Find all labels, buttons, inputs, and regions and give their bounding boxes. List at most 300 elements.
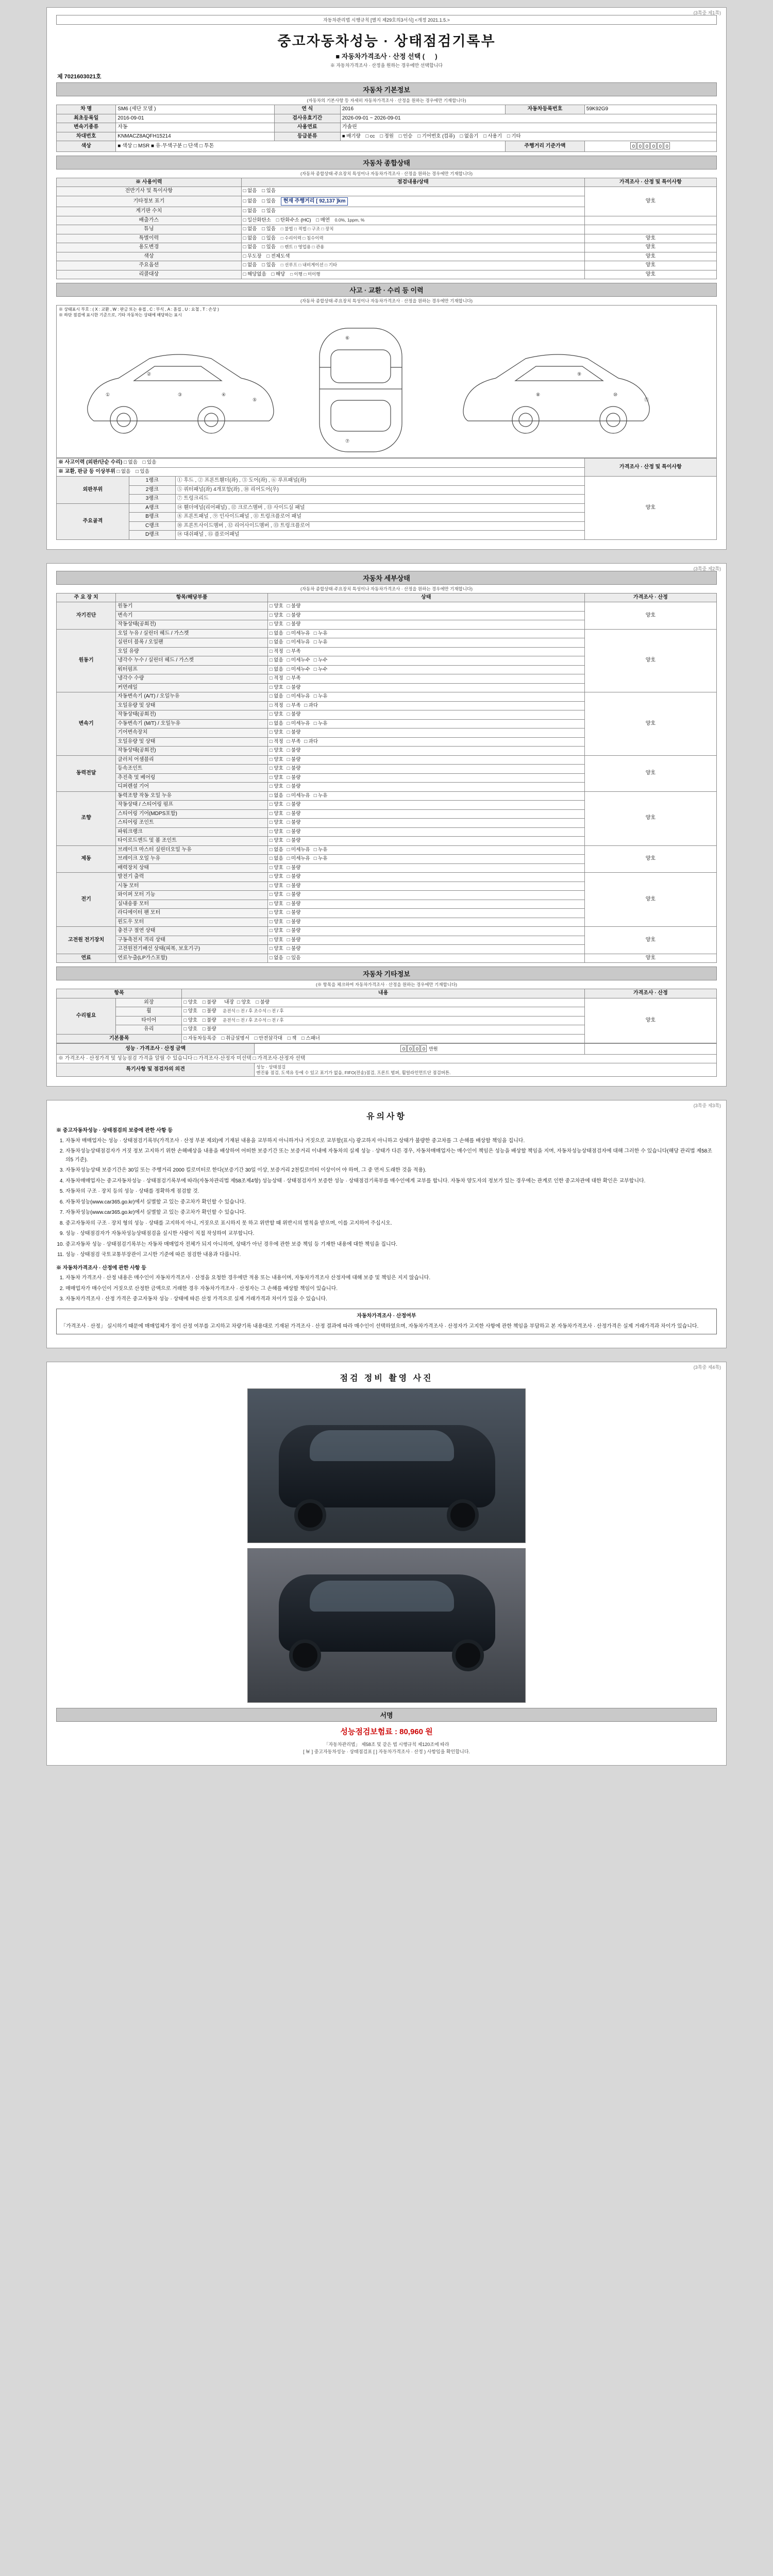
detail-item-options[interactable]: [267, 927, 584, 936]
svg-text:⑩: ⑩: [613, 392, 618, 397]
checkbox-option[interactable]: □ 불량: [287, 883, 301, 889]
table-row: [57, 954, 717, 963]
total-label: 성능 · 가격조사 · 산정 금액: [57, 1044, 255, 1055]
detail-item-options[interactable]: [267, 855, 584, 864]
row-right: 양호: [584, 234, 716, 243]
detail-item-options[interactable]: [267, 602, 584, 612]
row-value: SM6 (세단 모델 ): [116, 105, 274, 114]
detail-item-options[interactable]: [267, 674, 584, 684]
checkbox-option[interactable]: □ 누유: [313, 856, 328, 861]
table-row: [57, 187, 717, 196]
checkbox-option[interactable]: □ 없음: [269, 693, 283, 699]
row-options[interactable]: [182, 1025, 584, 1035]
rank-parts: ⑤ 쿼터패널(좌) 4개포함(좌) , ⑩ 리어도어(우): [175, 485, 584, 495]
checkbox-option[interactable]: □ 양호: [269, 603, 283, 609]
row-right: 양호: [584, 270, 716, 279]
detail-item-options[interactable]: [267, 719, 584, 728]
etc-note: (※ 항목을 체크하여 자동차가격조사 · 산정을 원하는 경우에만 기재합니다): [315, 982, 457, 987]
checkbox-option[interactable]: □ 안전삼각대: [254, 1035, 282, 1041]
checkbox-option[interactable]: □ 있음: [262, 226, 276, 232]
row-right: 양호: [584, 261, 716, 270]
row-options[interactable]: [182, 998, 584, 1007]
detail-item-label: 브레이크 오일 누유: [116, 855, 268, 864]
checkbox-option[interactable]: □ 없음: [243, 188, 257, 194]
checkbox-option[interactable]: □ 불량: [287, 612, 301, 618]
overall-table: [56, 178, 717, 280]
checkbox-option[interactable]: □ 불량: [202, 1008, 216, 1014]
checkbox-option[interactable]: □ 양호: [269, 946, 283, 952]
detail-item-options[interactable]: [267, 954, 584, 963]
grade-option[interactable]: □ 정원: [380, 133, 394, 139]
checkbox-option[interactable]: □ 양호: [269, 802, 283, 807]
checkbox-option[interactable]: □ 있음: [262, 188, 276, 194]
checkbox-option[interactable]: □ 양호: [269, 865, 283, 871]
detail-item-options[interactable]: [267, 701, 584, 710]
checkbox-option[interactable]: □ 해당: [271, 271, 285, 277]
checkbox-option[interactable]: □ 없음: [243, 208, 257, 214]
checkbox-option[interactable]: □ 불량: [287, 892, 301, 897]
row-label: 튜닝: [57, 225, 242, 234]
row-detail: 운전석 □ 전 / 후 조수석 □ 전 / 후: [223, 1017, 284, 1023]
detail-group-label: 제동: [57, 845, 116, 873]
checkbox-option[interactable]: □ 적정: [269, 675, 283, 681]
checkbox-option[interactable]: □ 적정: [269, 702, 283, 708]
checkbox-option[interactable]: □ 양호: [269, 838, 283, 843]
detail-item-options[interactable]: [267, 611, 584, 620]
detail-item-options[interactable]: [267, 629, 584, 638]
checkbox-option[interactable]: □ 미세누수: [287, 666, 310, 672]
row-options[interactable]: [241, 225, 584, 234]
checkbox-option[interactable]: □ 양호: [269, 820, 283, 825]
row-options[interactable]: [241, 243, 584, 252]
checkbox-option[interactable]: □ 적정: [269, 738, 283, 744]
inspection-photo-front[interactable]: [247, 1388, 526, 1543]
detail-item-label: 스티어링 기어(MDPS포함): [116, 809, 268, 819]
detail-item-label: 실내송풍 모터: [116, 900, 268, 909]
detail-item-label: 작동상태(공회전): [116, 747, 268, 756]
detail-item-options[interactable]: [267, 918, 584, 927]
checkbox-option[interactable]: □ 양호: [269, 766, 283, 771]
color-detail[interactable]: ■ 색상 □ MSR ■ 유·무색구분 □ 단색 □ 투톤: [116, 141, 506, 152]
checkbox-option[interactable]: □ 부족: [287, 648, 301, 654]
detail-item-options[interactable]: [267, 863, 584, 873]
notice-section-2: [56, 1264, 717, 1304]
checkbox-option[interactable]: □ 없음: [269, 630, 283, 636]
checkbox-option[interactable]: □ 불량: [287, 802, 301, 807]
detail-note: (자동차 종합상태·주요장치 특성이나 자동차가격조사 · 산정을 원하는 경우에만 기재합니다): [300, 586, 473, 591]
checkbox-option[interactable]: □ 없음: [269, 720, 283, 726]
checkbox-option[interactable]: □ 불량: [256, 999, 270, 1005]
checkbox-option[interactable]: □ 불량: [287, 711, 301, 717]
checkbox-option[interactable]: □ 없음: [269, 955, 283, 961]
special-cell: [255, 1063, 717, 1077]
vehicle-damage-diagram[interactable]: [56, 319, 717, 458]
detail-item-options[interactable]: [267, 683, 584, 692]
row-label: 변속기종류: [57, 123, 116, 132]
detail-group-label: 고전원 전기장치: [57, 927, 116, 954]
checkbox-option[interactable]: □ 양호: [183, 1026, 198, 1032]
detail-item-options[interactable]: [267, 882, 584, 891]
checkbox-option[interactable]: □ 불량: [202, 1017, 216, 1023]
checkbox-option[interactable]: □ 미세누유: [287, 639, 310, 645]
row-options[interactable]: [241, 216, 584, 225]
checkbox-option[interactable]: □ 양호: [269, 711, 283, 717]
checkbox-option[interactable]: □ 불량: [287, 603, 301, 609]
checkbox-option[interactable]: □ 누유: [313, 792, 328, 799]
checkbox-option[interactable]: □ 누수: [313, 657, 328, 663]
checkbox-option[interactable]: □ 없음: [269, 792, 283, 799]
checkbox-option[interactable]: □ 없음: [243, 262, 257, 268]
checkbox-option[interactable]: □ 불량: [287, 784, 301, 789]
notice-item: 1. 자동차 가격조사 · 산정 내용은 매수인이 자동차가격조사 · 산정을 요청한 경우에만 적용 또는 내용이며, 자동차가격조사 산정자에 대해 보증 및 책임은 지지 않습니다.: [65, 1274, 717, 1283]
rank-parts: ① 후드 , ② 프론트휀더(좌) , ③ 도어(좌) , ⑥ 루프패널(좌): [175, 477, 584, 486]
row-options[interactable]: [182, 1034, 584, 1043]
inspection-photo-lift[interactable]: [247, 1548, 526, 1703]
checkbox-option[interactable]: □ 있음: [262, 262, 276, 268]
rank-label: 3랭크: [129, 495, 175, 504]
checkbox-option[interactable]: □ 누유: [313, 630, 328, 636]
grade-option[interactable]: □ 기어번호 (컴퓨): [417, 133, 455, 139]
notice-item: 11. 성능 · 상태점검 국토교통부장관이 고시한 기준에 따른 점검한 내용과 다릅니다.: [65, 1251, 717, 1260]
checkbox-option[interactable]: □ 불량: [287, 919, 301, 925]
checkbox-option[interactable]: □ 과다: [304, 738, 318, 744]
checkbox-option[interactable]: □ 불량: [287, 937, 301, 943]
detail-item-options[interactable]: [267, 791, 584, 801]
detail-item-options[interactable]: [267, 827, 584, 837]
table-row: [57, 692, 717, 702]
checkbox-option[interactable]: □ 불량: [287, 730, 301, 735]
row-label: 리콜대상: [57, 270, 242, 279]
notice-item: 3. 자동차성능상태 보증기간은 30일 또는 주행거리 2000 킬로미터로 한다(보증기간 30일 이상, 보증거리 2천킬로미터 이상이어 야 하며, 그 중 먼저 도래한 것을 적용).: [65, 1166, 717, 1175]
detail-item-options[interactable]: [267, 737, 584, 747]
checkbox-option[interactable]: □ 없음: [243, 235, 257, 241]
checkbox-option[interactable]: □ 있음: [142, 460, 157, 465]
checkbox-option[interactable]: □ 불량: [287, 865, 301, 871]
page-4-photos: [46, 1362, 727, 1766]
accident-bar: 사고 · 교환 · 수리 등 이력: [56, 283, 717, 297]
detail-item-options[interactable]: [267, 620, 584, 630]
grade-options[interactable]: [340, 132, 716, 141]
checkbox-option[interactable]: □ 불량: [287, 766, 301, 771]
detail-group-label: 연료: [57, 954, 116, 963]
grade-option[interactable]: □ cc: [365, 133, 375, 139]
row-options[interactable]: [241, 261, 584, 270]
checkbox-option[interactable]: □ 없음: [269, 856, 283, 861]
checkbox-option[interactable]: □ 탄화수소 (HC): [276, 217, 311, 223]
detail-item-label: 연료누출(LP가스포함): [116, 954, 268, 963]
row-value: 2016-09-01: [116, 114, 274, 123]
basic-info-note: (자동차의 기본사항 등 자세히 자동차가격조사 · 산정을 원하는 경우에만 기재합니다): [307, 98, 466, 103]
table-row: [57, 216, 717, 225]
grade-option[interactable]: □ 기타: [507, 133, 521, 139]
checkbox-option[interactable]: □ 양호: [269, 748, 283, 753]
detail-item-options[interactable]: [267, 909, 584, 918]
checkbox-option[interactable]: □ 부족: [287, 675, 301, 681]
detail-item-options[interactable]: [267, 845, 584, 855]
detail-item-options[interactable]: [267, 765, 584, 774]
checkbox-option[interactable]: □ 양호: [269, 810, 283, 817]
checkbox-option[interactable]: □ 무도장: [243, 253, 262, 259]
page-corner-tag: (3쪽중 제3쪽): [693, 1103, 721, 1109]
grade-option[interactable]: □ 인승: [398, 133, 413, 139]
grade-option[interactable]: □ 사용기: [483, 133, 502, 139]
exchange-history-label[interactable]: [57, 467, 585, 477]
row-value: 가솔린: [340, 123, 716, 132]
checkbox-option[interactable]: □ 불량: [287, 946, 301, 952]
row-options[interactable]: [241, 252, 584, 261]
checkbox-option[interactable]: □ 일산화탄소: [243, 217, 271, 223]
detail-item-label: 배력장치 상태: [116, 863, 268, 873]
checkbox-option[interactable]: □ 미세누유: [287, 856, 310, 861]
checkbox-option[interactable]: □ 불량: [202, 1026, 216, 1032]
checkbox-option[interactable]: □ 미세누수: [287, 657, 310, 663]
checkbox-option[interactable]: □ 불량: [287, 874, 301, 879]
checkbox-option[interactable]: □ 없음: [243, 244, 257, 250]
checkbox-option[interactable]: □ 누수: [313, 666, 328, 672]
detail-item-options[interactable]: [267, 945, 584, 954]
detail-state-table: [56, 593, 717, 963]
detail-item-label: 타이로드엔드 및 볼 조인트: [116, 837, 268, 846]
checkbox-option[interactable]: □ 불량: [287, 910, 301, 916]
checkbox-option[interactable]: □ 누유: [313, 720, 328, 726]
detail-item-options[interactable]: [267, 665, 584, 674]
detail-group-right: 양호: [584, 791, 716, 845]
checkbox-option[interactable]: □ 불량: [287, 756, 301, 762]
row-value: 2016: [340, 105, 505, 114]
mileage-highlight: 현재 주행거리 [ 92,137 ]km: [281, 197, 348, 206]
rank-label: B랭크: [129, 513, 175, 522]
checkbox-option[interactable]: □ 있음: [262, 235, 276, 241]
basic-info-bar: 자동차 기본정보: [56, 82, 717, 96]
row-label: 전반기사 및 특이사항: [57, 187, 242, 196]
detail-item-label: 작동상태 / 스티어링 펌프: [116, 801, 268, 810]
checkbox-option[interactable]: □ 양호: [269, 883, 283, 889]
detail-item-label: 냉각수 수량: [116, 674, 268, 684]
detail-item-options[interactable]: [267, 837, 584, 846]
detail-item-options[interactable]: [267, 801, 584, 810]
detail-item-options[interactable]: [267, 900, 584, 909]
row-detail: 운전석 □ 전 / 후 조수석 □ 전 / 후: [223, 1008, 284, 1013]
detail-item-options[interactable]: [267, 891, 584, 900]
checkbox-option[interactable]: □ 양호: [269, 892, 283, 897]
detail-item-label: 충전구 절연 상태: [116, 927, 268, 936]
detail-item-label: 작동상태(공회전): [116, 620, 268, 630]
col-header: 가격조사 · 산정 및 특이사항: [584, 459, 716, 477]
detail-item-options[interactable]: [267, 783, 584, 792]
row-label: 기타정보 표기: [57, 196, 242, 207]
checkbox-option[interactable]: □ 없음: [269, 846, 283, 853]
etc-right-value: 양호: [584, 998, 716, 1043]
detail-item-options[interactable]: [267, 728, 584, 738]
row-label: 용도변경: [57, 243, 242, 252]
accident-bottom-table: [56, 458, 717, 540]
accident-legend-1: ※ 상태표시 부호 : ( X : 교환 , W : 판금 또는 용접 , C : 부식 , A : 흠집 , U : 요철 , T : 손상 ): [59, 307, 219, 312]
checkbox-option[interactable]: □ 불량: [287, 820, 301, 825]
grade-option[interactable]: ■ 배기량: [342, 133, 361, 139]
svg-text:⑪: ⑪: [644, 397, 649, 402]
row-options[interactable]: [241, 196, 584, 207]
checkbox-option[interactable]: □ 누유: [313, 846, 328, 853]
checkbox-option[interactable]: □ 불량: [287, 828, 301, 835]
detail-item-options[interactable]: [267, 773, 584, 783]
checkbox-option[interactable]: □ 불량: [287, 748, 301, 753]
diagram-svg: [57, 319, 716, 457]
checkbox-option[interactable]: □ 부족: [287, 702, 301, 708]
checkbox-option[interactable]: □ 미세누유: [287, 846, 310, 853]
checkbox-option[interactable]: □ 있음: [262, 244, 276, 250]
row-right: 양호: [584, 252, 716, 261]
checkbox-option[interactable]: □ 양호: [269, 621, 283, 627]
row-right: [584, 216, 716, 225]
checkbox-option[interactable]: □ 없음: [269, 639, 283, 645]
label-text: ※ 교환, 판금 등 이상부위: [58, 468, 115, 474]
svg-text:②: ②: [147, 371, 152, 377]
checkbox-option[interactable]: □ 양호: [269, 784, 283, 789]
detail-item-label: 스티어링 조인트: [116, 819, 268, 828]
checkbox-option[interactable]: □ 양호: [269, 756, 283, 762]
detail-item-options[interactable]: [267, 819, 584, 828]
checkbox-option[interactable]: □ 누유: [313, 693, 328, 699]
total-price-table: [56, 1043, 717, 1077]
checkbox-option[interactable]: □ 양호: [269, 828, 283, 835]
checkbox-option[interactable]: □ 없음: [116, 468, 131, 474]
checkbox-option[interactable]: □ 미세누유: [287, 630, 310, 636]
checkbox-option[interactable]: □ 양호: [269, 730, 283, 735]
checkbox-option[interactable]: □ 자동차등록증: [183, 1035, 216, 1041]
notice-list-1: [65, 1137, 717, 1260]
checkbox-option[interactable]: □ 양호: [269, 928, 283, 934]
checkbox-option[interactable]: □ 양호: [269, 612, 283, 618]
detail-item-options[interactable]: [267, 692, 584, 702]
row-options[interactable]: [182, 1016, 584, 1025]
checkbox-option[interactable]: □ 없음: [124, 460, 138, 465]
checkbox-option[interactable]: □ 양호: [183, 999, 198, 1005]
accident-history-label[interactable]: [57, 459, 585, 468]
special-sub: 성능 · 상태점검: [256, 1064, 286, 1070]
checkbox-option[interactable]: □ 해당없음: [243, 271, 266, 277]
checkbox-option[interactable]: □ 적정: [269, 648, 283, 654]
checkbox-option[interactable]: □ 부족: [287, 738, 301, 744]
checkbox-option[interactable]: □ 미세누유: [287, 792, 310, 799]
col-header: 항목/해당부품: [116, 593, 268, 602]
detail-item-options[interactable]: [267, 710, 584, 720]
rank-label: D랭크: [129, 531, 175, 540]
detail-item-label: 발전기 출력: [116, 873, 268, 882]
checkbox-option[interactable]: □ 잭: [287, 1035, 297, 1041]
row-value: 2026-09-01 ~ 2026-09-01: [340, 114, 716, 123]
table-row: [57, 225, 717, 234]
checkbox-option[interactable]: □ 양호: [269, 874, 283, 879]
detail-item-options[interactable]: [267, 647, 584, 656]
checkbox-option[interactable]: □ 전체도색: [266, 253, 290, 259]
page-title: 중고자동차성능 · 상태점검기록부: [277, 33, 496, 49]
checkbox-option[interactable]: □ 불량: [287, 684, 301, 690]
checkbox-option[interactable]: □ 불량: [287, 810, 301, 817]
group-label: 외판부위: [57, 477, 129, 504]
rank-label: A랭크: [129, 503, 175, 513]
checkbox-option[interactable]: □ 없음: [243, 226, 257, 232]
detail-item-label: 워터펌프: [116, 665, 268, 674]
checkbox-option[interactable]: □ 양호: [237, 999, 251, 1005]
row-options[interactable]: [182, 1007, 584, 1016]
grade-option[interactable]: □ 없음기: [460, 133, 479, 139]
table-row: [57, 234, 717, 243]
checkbox-option[interactable]: □ 양호: [269, 937, 283, 943]
checkbox-option[interactable]: □ 없음: [243, 198, 257, 204]
checkbox-option[interactable]: □ 불량: [287, 901, 301, 907]
row-options[interactable]: [241, 187, 584, 196]
detail-item-label: 수동변속기 (M/T) / 오일누유: [116, 719, 268, 728]
group-label: 주요골격: [57, 503, 129, 539]
checkbox-option[interactable]: □ 양호: [269, 910, 283, 916]
checkbox-option[interactable]: □ 있음: [136, 468, 149, 474]
checkbox-option[interactable]: □ 미세누유: [287, 720, 310, 726]
checkbox-option[interactable]: □ 양호: [183, 1008, 198, 1014]
checkbox-option[interactable]: □ 불량: [287, 774, 301, 781]
detail-item-options[interactable]: [267, 747, 584, 756]
signature-bar: 서명: [56, 1708, 717, 1722]
detail-item-options[interactable]: [267, 809, 584, 819]
checkbox-option[interactable]: □ 양호: [183, 1017, 198, 1023]
price-survey-box: [56, 1309, 717, 1334]
row-options[interactable]: [241, 270, 584, 279]
row-options[interactable]: [241, 207, 584, 216]
checkbox-option[interactable]: □ 양호: [269, 774, 283, 781]
row-detail: □ 수리이력 □ 침수이력: [280, 235, 324, 241]
checkbox-option[interactable]: □ 양호: [269, 901, 283, 907]
table-header-row: [57, 178, 717, 187]
checkbox-option[interactable]: □ 없음: [269, 657, 283, 663]
svg-text:③: ③: [178, 392, 182, 397]
detail-item-options[interactable]: [267, 873, 584, 882]
checkbox-option[interactable]: □ 불량: [287, 838, 301, 843]
checkbox-option[interactable]: □ 불량: [287, 928, 301, 934]
checkbox-option[interactable]: □ 불량: [287, 621, 301, 627]
checkbox-option[interactable]: □ 있음: [262, 198, 276, 204]
checkbox-option[interactable]: □ 매연: [316, 217, 330, 223]
checkbox-option[interactable]: □ 있음: [262, 208, 276, 214]
row-label: 배출가스: [57, 216, 242, 225]
row-sub2: 내장: [224, 999, 234, 1005]
checkbox-option[interactable]: □ 미세누유: [287, 693, 310, 699]
table-row: [57, 459, 717, 468]
checkbox-option[interactable]: □ 불량: [202, 999, 216, 1005]
svg-text:④: ④: [222, 392, 226, 397]
detail-item-options[interactable]: [267, 638, 584, 648]
detail-item-options[interactable]: [267, 656, 584, 666]
checkbox-option[interactable]: □ 양호: [269, 684, 283, 690]
checkbox-option[interactable]: □ 없음: [269, 666, 283, 672]
detail-item-options[interactable]: [267, 936, 584, 945]
checkbox-option[interactable]: □ 양호: [269, 919, 283, 925]
checkbox-option[interactable]: □ 있음: [287, 955, 301, 961]
photo-wheel-rear: [447, 1499, 479, 1531]
checkbox-option[interactable]: □ 과다: [304, 702, 318, 708]
row-options[interactable]: [241, 234, 584, 243]
detail-item-label: 추진축 및 베어링: [116, 773, 268, 783]
detail-item-label: 시동 모터: [116, 882, 268, 891]
total-note[interactable]: ※ 가격조사 · 산정가격 및 성능점검 가격을 알릴 수 있습니다 □ 가격조사·산정자 미선택 □ 가격조사·산정자 선택: [57, 1054, 717, 1063]
row-sub: 외장: [116, 998, 182, 1007]
checkbox-option[interactable]: □ 취급설명서: [221, 1035, 249, 1041]
checkbox-option[interactable]: □ 스패너: [301, 1035, 320, 1041]
checkbox-option[interactable]: □ 누유: [313, 639, 328, 645]
detail-group-right: 양호: [584, 845, 716, 873]
detail-item-options[interactable]: [267, 755, 584, 765]
total-right: [584, 1044, 716, 1055]
detail-group-label: 원동기: [57, 629, 116, 692]
table-header-row: [57, 989, 717, 998]
